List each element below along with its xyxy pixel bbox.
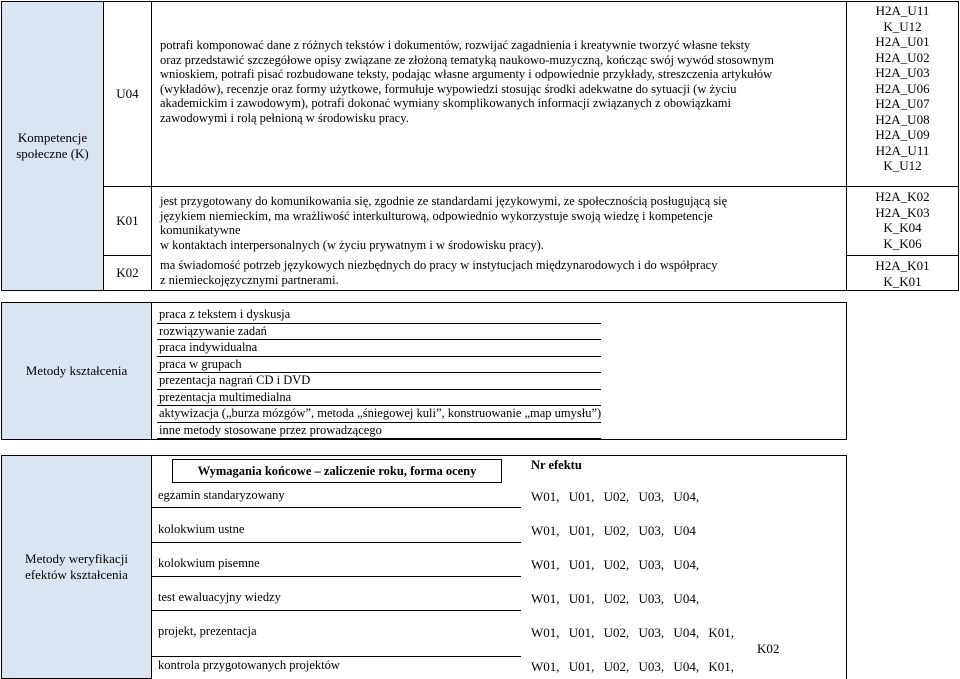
effects-header-text: Nr efektu xyxy=(531,458,582,472)
ref-code: H2A_U11 xyxy=(875,142,930,158)
ref-code: H2A_K03 xyxy=(875,204,930,220)
methods-list-cell xyxy=(151,302,847,440)
description-line: językiem niemieckim, ma wrażliwość interkulturową, odpowiednio wykorzystuje swoją wiedzę i kompetencje xyxy=(160,208,713,223)
row-divider xyxy=(151,656,521,657)
description-line: oraz przedstawić szczegółowe opisy związane ze złożoną tematyką naukowo-muzyczną, kończąc swój wywód stosownym xyxy=(160,52,775,67)
row-description-k02 xyxy=(151,255,847,291)
row-description-k01 xyxy=(151,186,847,256)
ref-code: H2A_K01 xyxy=(875,258,930,273)
ref-code: H2A_K02 xyxy=(875,189,930,204)
code-text: U04 xyxy=(116,86,139,101)
ref-code: K_K01 xyxy=(883,273,922,289)
verification-row-effects: W01, U01, U02, U03, U04, xyxy=(531,557,700,572)
row-divider xyxy=(151,576,521,577)
requirements-header xyxy=(172,459,502,483)
verification-row-effects: W01, U01, U02, U03, U04, xyxy=(531,591,700,606)
verification-row-name: egzamin standaryzowany xyxy=(158,488,285,502)
verification-section-label xyxy=(1,455,152,679)
verification-row-effects: W01, U01, U02, U03, U04, xyxy=(531,489,700,504)
effects-header xyxy=(531,458,582,473)
description-line: wnioskiem, potrafi pisać rozbudowane teksty, podając własne argumenty i odpowiednie przykłady, streszczenia artykułów xyxy=(160,67,773,82)
ref-code: H2A_U11 xyxy=(875,3,930,18)
method-item: praca indywidualna xyxy=(157,340,601,357)
method-item: praca z tekstem i dyskusja xyxy=(157,307,601,324)
method-item: inne metody stosowane przez prowadzącego xyxy=(157,423,601,440)
description-line: zawodowymi i rolą pełnioną w środowisku pracy. xyxy=(160,110,409,125)
description-line: jest przygotowany do komunikowania się, zgodnie ze standardami językowymi, ze społecznością posługującą się xyxy=(160,194,728,208)
description-line: komunikatywne xyxy=(160,223,241,238)
ref-code: H2A_U08 xyxy=(875,111,930,127)
competence-section-label xyxy=(1,1,104,291)
ref-code: K_U12 xyxy=(883,158,922,173)
row-refs-k02 xyxy=(846,255,959,291)
requirements-header-text: Wymagania końcowe – zaliczenie roku, forma oceny xyxy=(197,463,477,478)
code-text: K02 xyxy=(116,265,139,280)
row-refs-u04 xyxy=(846,1,959,187)
description-line: w kontaktach interpersonalnych (w życiu prywatnym i w środowisku pracy). xyxy=(160,237,544,252)
ref-code: K_U12 xyxy=(883,18,922,34)
verification-row-effects: W01, U01, U02, U03, U04 xyxy=(531,523,696,538)
method-item: praca w grupach xyxy=(157,357,601,374)
verification-row-name: projekt, prezentacja xyxy=(158,624,257,638)
ref-code: H2A_U03 xyxy=(875,65,930,80)
method-item: aktywizacja („burza mózgów”, metoda „śniegowej kuli”, konstruowanie „map umysłu”) xyxy=(157,406,601,423)
method-item: prezentacja multimedialna xyxy=(157,390,601,407)
methods-section-label xyxy=(1,302,152,440)
row-description-u04 xyxy=(151,1,847,187)
description-line: z niemieckojęzycznymi partnerami. xyxy=(160,272,339,287)
ref-code: K_K06 xyxy=(883,235,922,251)
description-line: (wykładów), recenzje oraz formy użytkowe, formułuje wypowiedzi stosując środki adekwatne do sytuacji (w życiu xyxy=(160,81,737,96)
ref-code: H2A_U07 xyxy=(875,96,930,111)
ref-code: K_K04 xyxy=(883,220,922,235)
verification-row-name: test ewaluacyjny wiedzy xyxy=(158,590,281,604)
ref-code: H2A_U09 xyxy=(875,127,930,142)
row-code-k01 xyxy=(103,186,152,256)
description-line: akademickim i zawodowym), potrafi dokonać wymiany skomplikowanych informacji związanych z obowiązkami xyxy=(160,96,732,111)
row-code-u04 xyxy=(103,1,152,187)
row-divider xyxy=(151,507,521,508)
methods-label-text: Metody kształcenia xyxy=(25,363,128,378)
row-divider xyxy=(151,610,521,611)
verification-row-name: kolokwium ustne xyxy=(158,522,245,536)
method-item: rozwiązywanie zadań xyxy=(157,324,601,341)
verification-row-name: kolokwium pisemne xyxy=(158,556,260,570)
description-line: ma świadomość potrzeb językowych niezbędnych do pracy w instytucjach międzynarodowych i do współpracy xyxy=(160,258,718,272)
verification-row-name: kontrola przygotowanych projektów xyxy=(158,658,340,672)
ref-code: H2A_U06 xyxy=(875,80,930,96)
row-refs-k01 xyxy=(846,186,959,256)
methods-list xyxy=(157,307,601,439)
ref-code: H2A_U01 xyxy=(875,34,930,49)
method-item: prezentacja nagrań CD i DVD xyxy=(157,373,601,390)
code-text: K01 xyxy=(116,213,139,228)
competence-label-text: Kompetencje społeczne (K) xyxy=(16,130,89,161)
verification-row-effects-cont: K02 xyxy=(757,641,780,656)
ref-code: H2A_U02 xyxy=(875,49,930,65)
row-divider xyxy=(151,542,521,543)
verification-label-text: Metody weryfikacji efektów kształcenia xyxy=(25,551,128,582)
verification-row-effects: W01, U01, U02, U03, U04, K01, xyxy=(531,659,734,674)
description-line: potrafi komponować dane z różnych tekstów i dokumentów, rozwijać zagadnienia i kreatywnie tworzyć własne teksty xyxy=(160,38,751,52)
verification-row-effects: W01, U01, U02, U03, U04, K01, xyxy=(531,625,734,640)
row-code-k02 xyxy=(103,255,152,291)
